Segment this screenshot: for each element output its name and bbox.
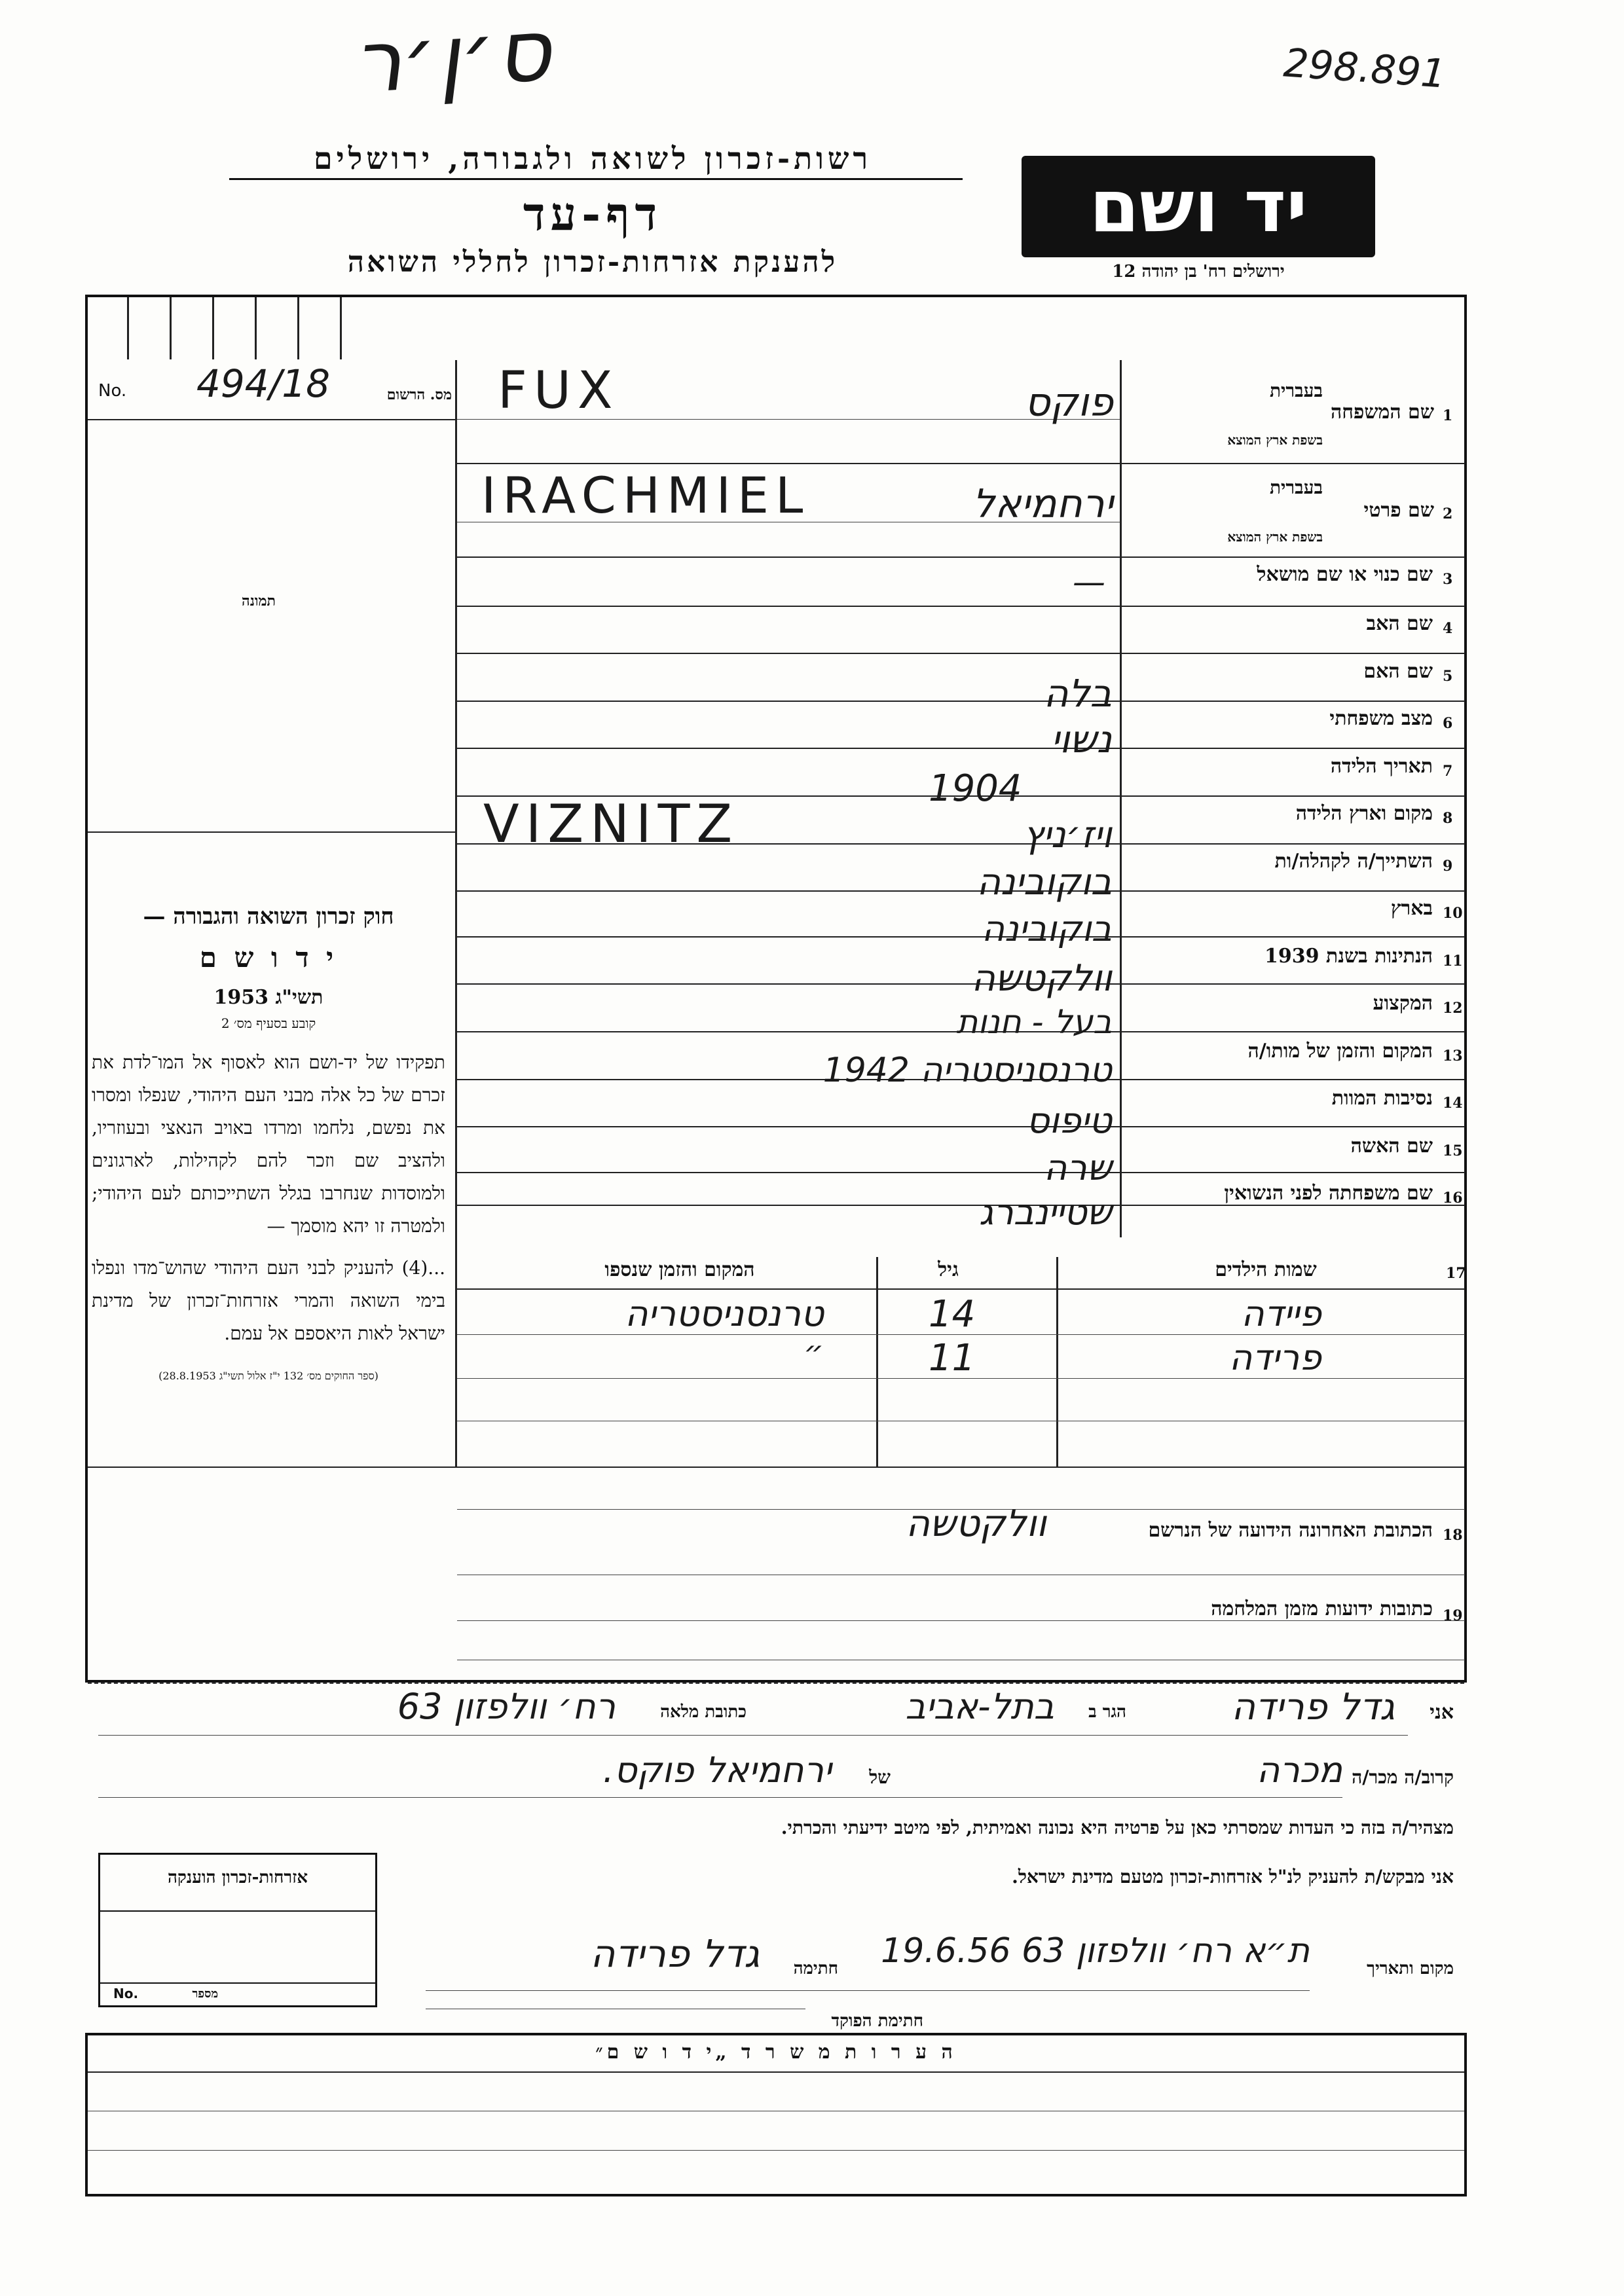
top-scribble: ס׳ן׳ר bbox=[350, 0, 555, 113]
field-14-number: 14 bbox=[1443, 1095, 1463, 1112]
declarant-signature: גדל פרידה bbox=[590, 1931, 760, 1976]
children-col-age: גיל bbox=[938, 1258, 959, 1281]
form-title: דף-עד bbox=[523, 187, 663, 241]
field-1-latin-value: FUX bbox=[498, 361, 619, 420]
declarant-address: רח׳ וולפזון 63 bbox=[397, 1686, 616, 1727]
stamp-box-no: No. bbox=[113, 1986, 139, 2001]
child-1-name: פיידה bbox=[1241, 1293, 1321, 1334]
stamp-box-number-label: מספר bbox=[192, 1987, 218, 2001]
field-14-value: טיפוס bbox=[1026, 1100, 1112, 1141]
field-10-number: 10 bbox=[1443, 905, 1463, 922]
field-2-label: שם פרטי bbox=[1363, 499, 1434, 522]
law-title: חוק זכרון השואה והגבורה — bbox=[143, 903, 394, 930]
field-9-label: השתייך/ה לקהלה/ות bbox=[1274, 850, 1433, 873]
children-col-place: המקום והזמן שנספו bbox=[604, 1258, 755, 1281]
declarant-city: בתל-אביב bbox=[905, 1686, 1054, 1727]
field-1-label: שם המשפחה bbox=[1330, 401, 1434, 424]
field-6-label: מצב משפחתי bbox=[1329, 707, 1433, 730]
citizenship-stamp-box bbox=[98, 1853, 377, 2007]
field-7-label: תאריך הלידה bbox=[1330, 755, 1433, 778]
field-12-label: המקצוע bbox=[1373, 992, 1433, 1015]
declaration-request: אני מבקש/ת להעניק לנ"ל אזרחות-זכרון מטעם מדינת ישראל. bbox=[1012, 1866, 1454, 1887]
law-paragraph-1: תפקידו של יד-ושם הוא לאסוף אל המו־לדת את זכרם של כל אלה מבני העם היהודי, שנפלו ומסרו את נפשם, נלחמו ומרדו באויב הנאצי ובעוזריו, ולהציב שם וזכר להם לקהילות, לארגונים ולמוסדות שנחרבו בגלל השתייכותם לעם היהודי; ולמטרה זו יהא מוסמך — bbox=[92, 1051, 445, 1237]
field-1-hebrew-value: פוקס bbox=[1024, 380, 1113, 426]
field-12-value: בעל - חנות bbox=[956, 1003, 1112, 1041]
tick-strip bbox=[88, 297, 1463, 359]
field-15-value: שרה bbox=[1043, 1147, 1112, 1188]
field-6-value: נשוי bbox=[1050, 717, 1112, 761]
law-divider bbox=[88, 831, 457, 833]
field-15-number: 15 bbox=[1443, 1142, 1463, 1159]
field-2-number: 2 bbox=[1443, 505, 1453, 522]
child-2-place: ״ bbox=[803, 1334, 824, 1371]
field-6-number: 6 bbox=[1443, 715, 1453, 732]
declaration-statement: מצהיר/ה בזה כי העדות שמסרתי כאן על פרטיה היא נכונה ואמיתית, לפי מיטב ידיעתי והכרתי. bbox=[781, 1817, 1454, 1838]
field-4-number: 4 bbox=[1443, 620, 1453, 637]
field-4-label: שם האב bbox=[1366, 612, 1433, 635]
field-8-hebrew-value: ויז׳ניץ bbox=[1023, 814, 1112, 856]
field-15-label: שם האשה bbox=[1350, 1135, 1433, 1157]
reg-label: מס. הרשום bbox=[386, 386, 452, 403]
signature-label: חתימה bbox=[793, 1959, 838, 1978]
field-3-label: שם כנוי או שם מושאל bbox=[1257, 563, 1433, 586]
field-18-label: הכתובת האחרונה הידועה של הנרשם bbox=[1148, 1519, 1433, 1542]
field-3-value: — bbox=[1073, 563, 1105, 601]
field-11-label: הנתינות בשנת 1939 bbox=[1264, 945, 1433, 968]
child-1-place: טרנסניסטריה bbox=[625, 1293, 824, 1334]
field-2-latin-value: IRACHMIEL bbox=[481, 466, 810, 524]
photo-label: תמונה bbox=[242, 592, 276, 610]
field-1-sub-origin: בשפת ארץ המוצא bbox=[1227, 432, 1323, 448]
field-16-label: שם משפחתה לפני הנשואין bbox=[1224, 1182, 1433, 1205]
place-date-label: מקום ותאריך bbox=[1367, 1959, 1454, 1978]
header-address: ירושלים רח' בן יהודה 12 bbox=[1112, 262, 1285, 282]
signature-line bbox=[426, 1990, 1310, 1991]
field-9-value: בוקובינה bbox=[976, 861, 1112, 903]
reg-line bbox=[88, 419, 457, 420]
field-2-hebrew-value: ירחמיאל bbox=[972, 481, 1113, 527]
officer-signature-label: חתימת הפוקד bbox=[831, 2011, 923, 2031]
field-2-sub-origin: בשפת ארץ המוצא bbox=[1227, 529, 1323, 545]
field-7-value: 1904 bbox=[929, 767, 1022, 810]
no-label: No. bbox=[98, 381, 127, 401]
field-1-number: 1 bbox=[1443, 407, 1453, 424]
field-3-number: 3 bbox=[1443, 571, 1453, 588]
relative-label: קרוב/ה מכר/ה bbox=[1352, 1766, 1454, 1788]
stamp-box-title: אזרחות-זכרון הוענקה bbox=[167, 1868, 308, 1887]
field-16-value: שטיינברג bbox=[978, 1192, 1112, 1233]
yad-vashem-logo: יד ושם bbox=[1022, 156, 1375, 257]
field-7-number: 7 bbox=[1443, 763, 1453, 780]
declaration-line-2 bbox=[98, 1797, 1342, 1798]
resident-label: הגר ב bbox=[1088, 1702, 1126, 1722]
field-5-number: 5 bbox=[1443, 668, 1453, 685]
declaration-ani: אני bbox=[1430, 1701, 1454, 1724]
remarks-box bbox=[85, 2033, 1467, 2196]
field-10-value: בוקובינה bbox=[981, 908, 1112, 949]
address-label: כתובת מלאה bbox=[660, 1702, 747, 1722]
law-footnote: (ספר החוקים מס׳ 132 י"ז אלול תשי"ג 28.8.1953) bbox=[158, 1370, 378, 1382]
law-name: י ד ו ש ם bbox=[199, 941, 338, 974]
field-8-latin-value: VIZNITZ bbox=[483, 793, 739, 854]
field-19-label: כתובות ידועות מזמן המלחמה bbox=[1211, 1597, 1433, 1620]
authority-underline bbox=[229, 178, 963, 180]
field-2-sub-hebrew: בעברית bbox=[1269, 477, 1323, 498]
field-13-number: 13 bbox=[1443, 1048, 1463, 1065]
child-1-age: 14 bbox=[929, 1293, 976, 1336]
law-clause-ref: קובע בסעיף מס׳ 2 bbox=[221, 1015, 316, 1031]
form-subtitle: להענקת אזרחות-זכרון לחללי השואה bbox=[347, 246, 838, 279]
field-13-value: טרנסניסטריה 1942 bbox=[822, 1051, 1112, 1090]
place-date-value: ת״א רח׳ וולפזון 63 19.6.56 bbox=[881, 1931, 1310, 1971]
declarant-name: גדל פרידה bbox=[1231, 1686, 1395, 1728]
children-table bbox=[457, 1257, 1465, 1467]
field-5-value: בלה bbox=[1043, 671, 1112, 716]
field-14-label: נסיבות המוות bbox=[1331, 1087, 1433, 1110]
field-9-number: 9 bbox=[1443, 858, 1453, 875]
file-number: 298.891 bbox=[1282, 40, 1448, 98]
field-12-number: 12 bbox=[1443, 1000, 1463, 1017]
field-16-number: 16 bbox=[1443, 1190, 1463, 1207]
relation-value: מכרה bbox=[1257, 1749, 1342, 1791]
children-col-names: שמות הילדים bbox=[1215, 1258, 1317, 1281]
child-2-name: פרידה bbox=[1228, 1337, 1321, 1378]
of-label: של bbox=[869, 1766, 891, 1788]
reg-number: 494/18 bbox=[196, 361, 331, 406]
field-19-number: 19 bbox=[1443, 1607, 1463, 1624]
deceased-name: ירחמיאל פוקס. bbox=[602, 1749, 832, 1791]
field-13-label: המקום והזמן של מותו/ה bbox=[1247, 1040, 1433, 1063]
field-5-label: שם האם bbox=[1363, 660, 1433, 683]
field-8-number: 8 bbox=[1443, 810, 1453, 827]
declaration-line-1 bbox=[98, 1735, 1408, 1736]
declaration-separator bbox=[88, 1683, 1464, 1685]
field-18-value: וולקטשה bbox=[906, 1503, 1046, 1545]
field-10-label: בארץ bbox=[1390, 897, 1433, 920]
child-2-age: 11 bbox=[929, 1337, 976, 1379]
address-rows bbox=[457, 1467, 1465, 1676]
field-11-number: 11 bbox=[1443, 953, 1463, 970]
authority-title: רשות-זכרון לשואה ולגבורה, ירושלים bbox=[313, 141, 872, 176]
law-paragraph-2: ...(4) להעניק לבני העם היהודי שהוש־מדו ונפלו בימי השואה והמרי אזרחות־זכרון של מדינת ישראל לאות היאספם אל עמם. bbox=[92, 1257, 445, 1344]
remarks-title: ה ע ר ו ת מ ש ר ד „י ד ו ש ם״ bbox=[595, 2041, 957, 2064]
law-text-block bbox=[92, 903, 445, 1383]
law-year: תשי"ג 1953 bbox=[213, 986, 323, 1009]
field-18-number: 18 bbox=[1443, 1527, 1463, 1544]
children-number: 17 bbox=[1446, 1265, 1466, 1282]
field-11-value: וולקטשה bbox=[971, 957, 1112, 1000]
field-1-sub-hebrew: בעברית bbox=[1269, 380, 1323, 401]
field-8-label: מקום וארץ הלידה bbox=[1295, 802, 1433, 825]
